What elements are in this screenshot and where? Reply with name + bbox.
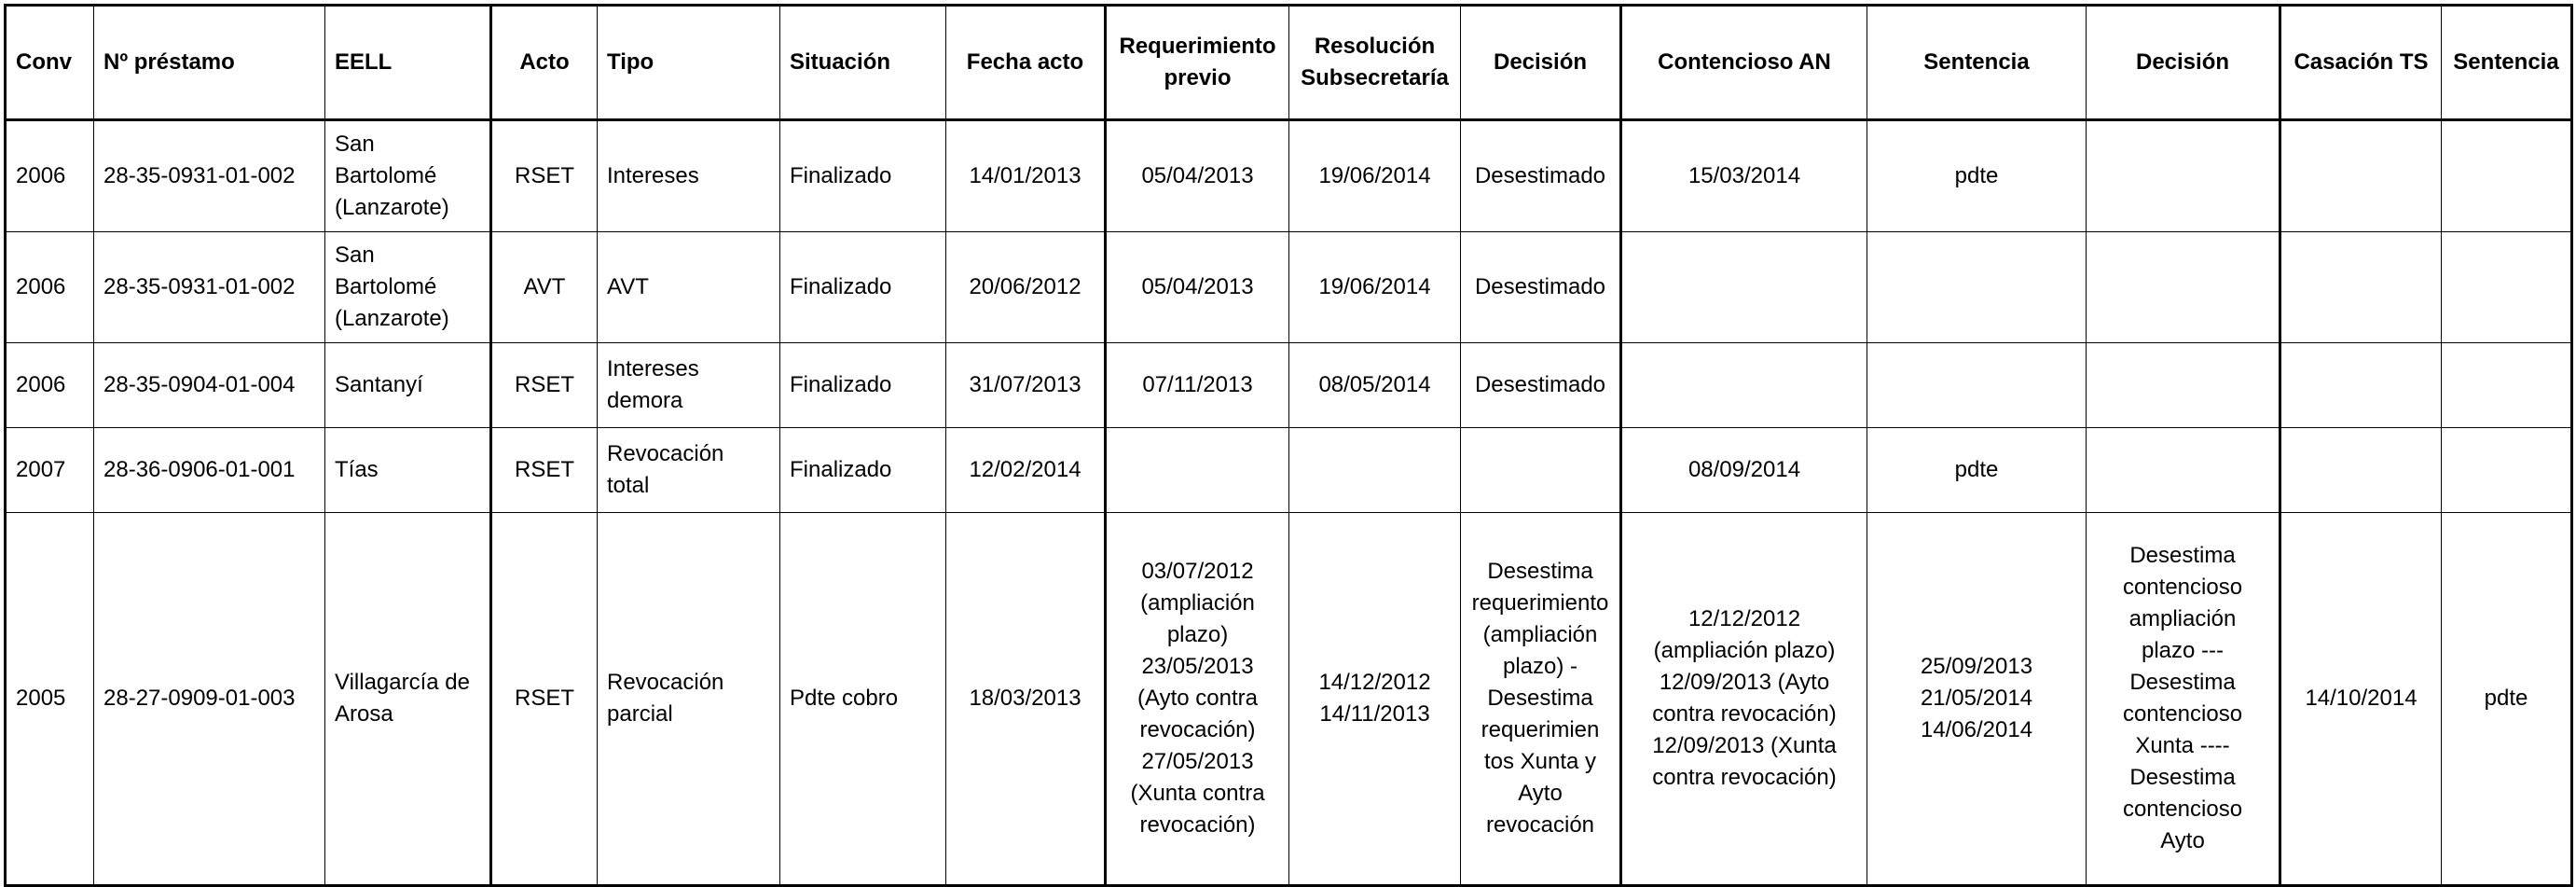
cell-sentencia-2: pdte [2442,513,2572,886]
cell-tipo: AVT [598,232,780,343]
cell-tipo: Revocación parcial [598,513,780,886]
cell-situacion: Finalizado [780,428,946,513]
cell-decision-2: Desestima contencioso ampliación plazo --- Desestima contencioso Xunta ---- Desestima contencioso Ayto [2087,513,2280,886]
header-conv: Conv [6,6,94,120]
cell-prestamo: 28-35-0931-01-002 [94,232,325,343]
cell-eell: San Bartolomé (Lanzarote) [325,120,491,232]
cell-prestamo: 28-27-0909-01-003 [94,513,325,886]
cell-prestamo: 28-35-0904-01-004 [94,343,325,428]
cell-contencioso [1621,343,1867,428]
cell-decision-1: Desestimado [1461,343,1621,428]
cell-requerimiento [1106,428,1289,513]
cell-decision-2 [2087,343,2280,428]
table-row [6,120,2572,232]
cell-eell: Tías [325,428,491,513]
cell-casacion [2280,428,2442,513]
header-prestamo: Nº préstamo [94,6,325,120]
cell-sentencia-2 [2442,232,2572,343]
cell-sentencia-1 [1867,232,2087,343]
header-sentencia-2: Sentencia [2442,6,2572,120]
cell-casacion: 14/10/2014 [2280,513,2442,886]
cell-resolucion [1289,428,1461,513]
cell-casacion [2280,232,2442,343]
header-situacion: Situación [780,6,946,120]
cell-conv: 2005 [6,513,94,886]
header-requerimiento: Requerimiento previo [1106,6,1289,120]
cell-sentencia-2 [2442,428,2572,513]
loans-table [4,4,2573,887]
table-row [6,343,2572,428]
header-sentencia-1: Sentencia [1867,6,2087,120]
cell-sentencia-2 [2442,120,2572,232]
header-eell: EELL [325,6,491,120]
cell-decision-2 [2087,120,2280,232]
cell-acto: RSET [491,343,598,428]
cell-acto: AVT [491,232,598,343]
cell-decision-1: Desestima requerimiento (ampliación plazo) - Desestima requerimien tos Xunta y Ayto revocación [1461,513,1621,886]
cell-acto: RSET [491,513,598,886]
cell-resolucion: 14/12/2012 14/11/2013 [1289,513,1461,886]
cell-sentencia-1 [1867,343,2087,428]
cell-situacion: Finalizado [780,232,946,343]
header-contencioso: Contencioso AN [1621,6,1867,120]
cell-prestamo: 28-35-0931-01-002 [94,120,325,232]
cell-fecha-acto: 31/07/2013 [946,343,1106,428]
cell-fecha-acto: 12/02/2014 [946,428,1106,513]
cell-decision-1 [1461,428,1621,513]
cell-acto: RSET [491,120,598,232]
header-fecha-acto: Fecha acto [946,6,1106,120]
cell-conv: 2006 [6,232,94,343]
cell-contencioso [1621,232,1867,343]
cell-fecha-acto: 18/03/2013 [946,513,1106,886]
cell-eell: Santanyí [325,343,491,428]
header-decision-1: Decisión [1461,6,1621,120]
cell-requerimiento: 07/11/2013 [1106,343,1289,428]
cell-eell: Villagarcía de Arosa [325,513,491,886]
cell-conv: 2006 [6,343,94,428]
cell-fecha-acto: 14/01/2013 [946,120,1106,232]
cell-decision-1: Desestimado [1461,232,1621,343]
cell-sentencia-2 [2442,343,2572,428]
cell-decision-2 [2087,428,2280,513]
header-row [6,6,2572,120]
cell-decision-2 [2087,232,2280,343]
cell-casacion [2280,120,2442,232]
cell-casacion [2280,343,2442,428]
table-row [6,428,2572,513]
header-resolucion: Resolución Subsecretaría [1289,6,1461,120]
cell-sentencia-1: 25/09/2013 21/05/2014 14/06/2014 [1867,513,2087,886]
header-casacion: Casación TS [2280,6,2442,120]
cell-conv: 2007 [6,428,94,513]
cell-contencioso: 12/12/2012 (ampliación plazo) 12/09/2013 (Ayto contra revocación) 12/09/2013 (Xunta contra revocación) [1621,513,1867,886]
table-row [6,513,2572,886]
cell-prestamo: 28-36-0906-01-001 [94,428,325,513]
cell-situacion: Pdte cobro [780,513,946,886]
cell-requerimiento: 05/04/2013 [1106,232,1289,343]
cell-resolucion: 08/05/2014 [1289,343,1461,428]
cell-eell: San Bartolomé (Lanzarote) [325,232,491,343]
cell-resolucion: 19/06/2014 [1289,232,1461,343]
cell-tipo: Intereses [598,120,780,232]
cell-situacion: Finalizado [780,343,946,428]
cell-contencioso: 15/03/2014 [1621,120,1867,232]
cell-resolucion: 19/06/2014 [1289,120,1461,232]
cell-acto: RSET [491,428,598,513]
cell-sentencia-1: pdte [1867,428,2087,513]
header-acto: Acto [491,6,598,120]
cell-requerimiento: 05/04/2013 [1106,120,1289,232]
cell-decision-1: Desestimado [1461,120,1621,232]
cell-tipo: Intereses demora [598,343,780,428]
data-sheet [4,4,2570,874]
cell-requerimiento: 03/07/2012 (ampliación plazo) 23/05/2013 (Ayto contra revocación) 27/05/2013 (Xunta contra revocación) [1106,513,1289,886]
header-tipo: Tipo [598,6,780,120]
cell-sentencia-1: pdte [1867,120,2087,232]
header-decision-2: Decisión [2087,6,2280,120]
cell-contencioso: 08/09/2014 [1621,428,1867,513]
cell-situacion: Finalizado [780,120,946,232]
cell-tipo: Revocación total [598,428,780,513]
cell-fecha-acto: 20/06/2012 [946,232,1106,343]
table-row [6,232,2572,343]
cell-conv: 2006 [6,120,94,232]
